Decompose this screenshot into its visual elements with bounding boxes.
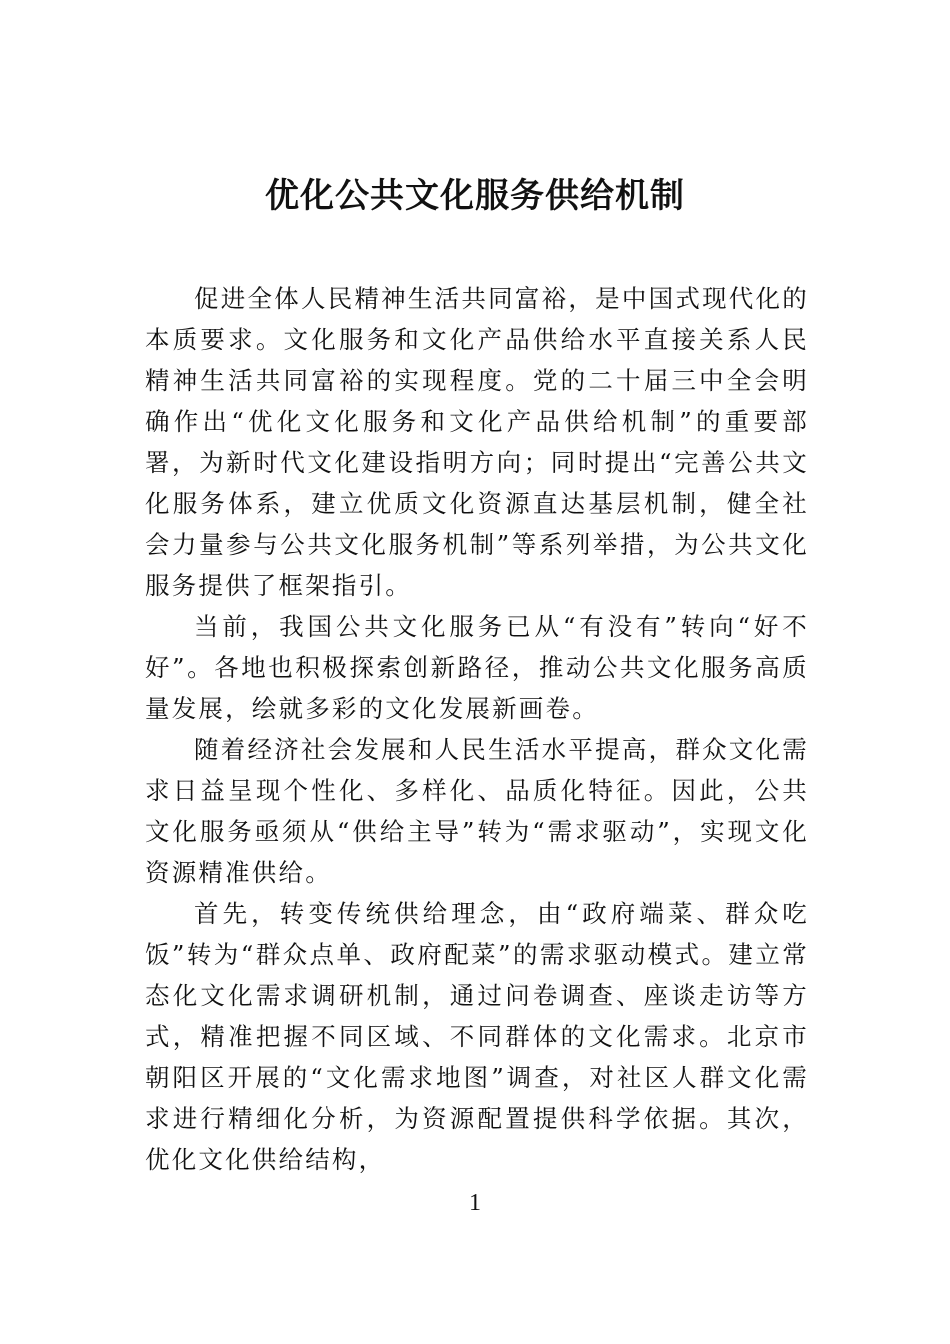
paragraph-3: 随着经济社会发展和人民生活水平提高，群众文化需求日益呈现个性化、多样化、品质化特征。因此，公共文化服务亟须从“供给主导”转为“需求驱动”，实现文化资源精准供给。 bbox=[145, 735, 809, 887]
paragraph-4: 首先，转变传统供给理念，由“政府端菜、群众吃饭”转为“群众点单、政府配菜”的需求驱动模式。建立常态化文化需求调研机制，通过问卷调查、座谈走访等方式，精准把握不同区域、不同群体的文化需求。北京市朝阳区开展的“文化需求地图”调查，对社区人群文化需求进行精细化分析，为资源配置提供科学依据。其次，优化文化供给结构， bbox=[145, 899, 809, 1174]
page-number: 1 bbox=[469, 1190, 481, 1216]
paragraph-1: 促进全体人民精神生活共同富裕，是中国式现代化的本质要求。文化服务和文化产品供给水平直接关系人民精神生活共同富裕的实现程度。党的二十届三中全会明确作出“优化文化服务和文化产品供给机制”的重要部署，为新时代文化建设指明方向；同时提出“完善公共文化服务体系，建立优质文化资源直达基层机制，健全社会力量参与公共文化服务机制”等系列举措，为公共文化服务提供了框架指引。 bbox=[145, 284, 809, 600]
document-body bbox=[145, 278, 809, 1180]
paragraph-2: 当前，我国公共文化服务已从“有没有”转向“好不好”。各地也积极探索创新路径，推动公共文化服务高质量发展，绘就多彩的文化发展新画卷。 bbox=[145, 612, 809, 723]
document-title: 优化公共文化服务供给机制 bbox=[265, 176, 685, 216]
